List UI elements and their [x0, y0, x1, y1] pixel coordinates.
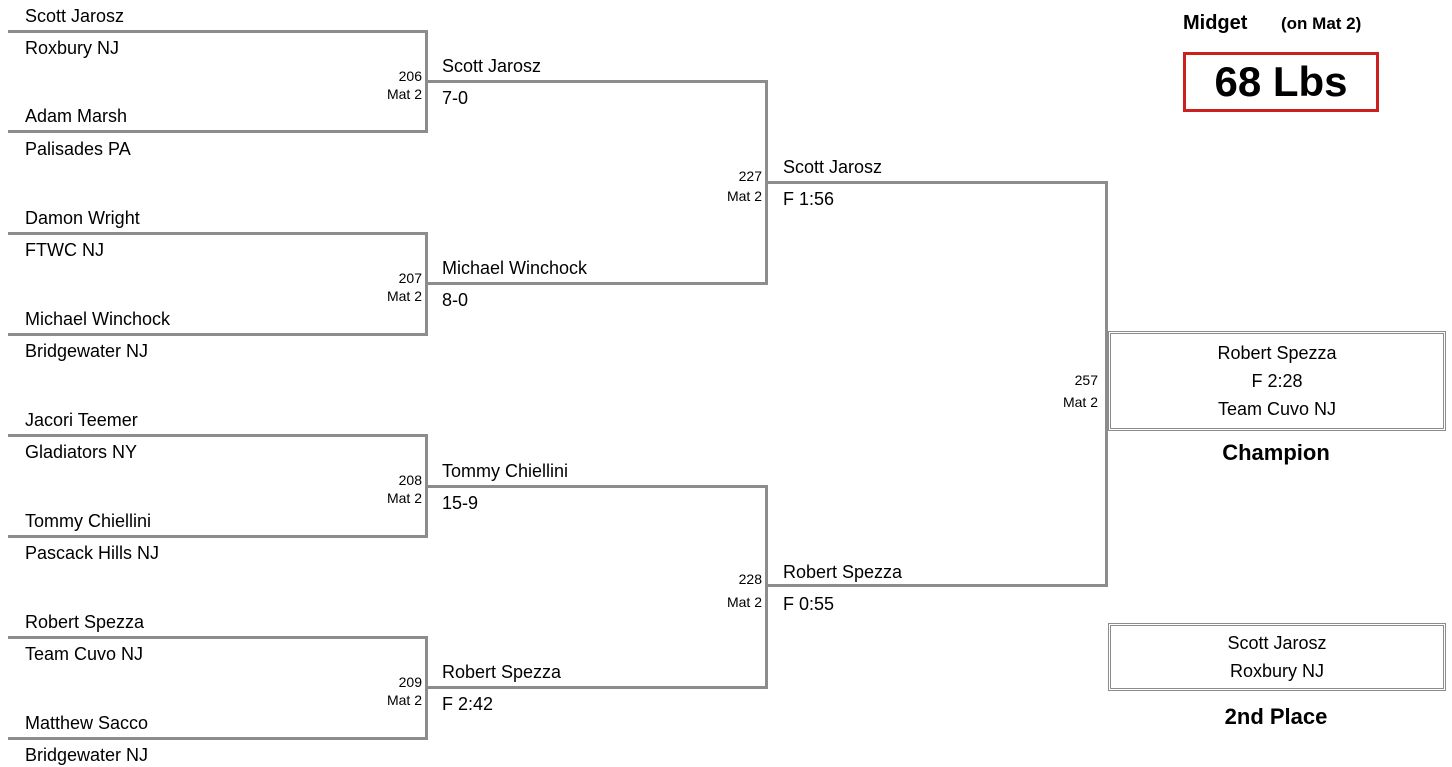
- mat-note: (on Mat 2): [1281, 14, 1362, 33]
- division-label: Midget: [1183, 12, 1248, 34]
- wrestler-name: Damon Wright: [25, 208, 140, 228]
- bout-number: 206: [398, 68, 422, 84]
- wrestler-name: Jacori Teemer: [25, 410, 138, 430]
- champion-name: Robert Spezza: [1217, 343, 1337, 363]
- bracket-line: [428, 282, 768, 285]
- bracket-line: [8, 130, 428, 133]
- bout-number: 257: [1074, 372, 1098, 388]
- mat-label: Mat 2: [1062, 394, 1098, 410]
- bout-number: 227: [738, 168, 762, 184]
- advancing-wrestler: Tommy Chiellini: [442, 461, 569, 481]
- mat-label: Mat 2: [726, 188, 762, 204]
- bracket-line: [768, 584, 1108, 587]
- second-place-team: Roxbury NJ: [1229, 661, 1325, 681]
- champion-team: Team Cuvo NJ: [1217, 399, 1337, 419]
- bracket-line: [765, 485, 768, 689]
- advancing-wrestler: Scott Jarosz: [783, 157, 883, 177]
- mat-label: Mat 2: [386, 692, 422, 708]
- bracket-line: [428, 80, 768, 83]
- wrestler-name: Tommy Chiellini: [25, 511, 152, 531]
- match-result: 8-0: [442, 290, 469, 310]
- wrestler-team: Gladiators NY: [25, 442, 138, 462]
- bracket-line: [8, 232, 428, 235]
- advancing-wrestler: Scott Jarosz: [442, 56, 542, 76]
- champion-box: [1108, 331, 1446, 431]
- advancing-wrestler: Michael Winchock: [442, 258, 588, 278]
- match-result: F 1:56: [783, 189, 835, 209]
- wrestler-name: Robert Spezza: [25, 612, 145, 632]
- wrestler-name: Matthew Sacco: [25, 713, 149, 733]
- bracket-line: [8, 636, 428, 639]
- second-place-box: [1108, 623, 1446, 691]
- match-result: 15-9: [442, 493, 479, 513]
- wrestler-name: Michael Winchock: [25, 309, 171, 329]
- second-place-name: Scott Jarosz: [1227, 633, 1327, 653]
- advancing-wrestler: Robert Spezza: [783, 562, 903, 582]
- match-result: 7-0: [442, 88, 469, 108]
- bracket-line: [8, 333, 428, 336]
- match-result: F 0:55: [783, 594, 835, 614]
- wrestler-team: Team Cuvo NJ: [25, 644, 144, 664]
- match-result: F 2:42: [442, 694, 494, 714]
- mat-label: Mat 2: [386, 86, 422, 102]
- bracket-line: [428, 686, 768, 689]
- bout-number: 207: [398, 270, 422, 286]
- champion-result: F 2:28: [1251, 371, 1303, 391]
- advancing-wrestler: Robert Spezza: [442, 662, 562, 682]
- wrestler-name: Scott Jarosz: [25, 6, 125, 26]
- wrestler-team: Roxbury NJ: [25, 38, 120, 58]
- bracket-line: [8, 30, 428, 33]
- mat-label: Mat 2: [386, 490, 422, 506]
- bout-number: 208: [398, 472, 422, 488]
- bracket-line: [8, 434, 428, 437]
- bout-number: 209: [398, 674, 422, 690]
- second-place-label: 2nd Place: [1224, 704, 1328, 729]
- wrestler-team: Palisades PA: [25, 139, 131, 159]
- wrestler-team: Bridgewater NJ: [25, 745, 149, 765]
- bracket-line: [8, 737, 428, 740]
- wrestler-team: FTWC NJ: [25, 240, 104, 260]
- weight-class: 68 Lbs: [1214, 58, 1348, 105]
- bout-number: 228: [738, 571, 762, 587]
- weight-class-box: [1183, 52, 1379, 112]
- mat-label: Mat 2: [726, 594, 762, 610]
- bracket-line: [768, 181, 1108, 184]
- champion-label: Champion: [1222, 440, 1330, 465]
- wrestler-team: Pascack Hills NJ: [25, 543, 160, 563]
- mat-label: Mat 2: [386, 288, 422, 304]
- wrestler-team: Bridgewater NJ: [25, 341, 149, 361]
- wrestler-name: Adam Marsh: [25, 106, 128, 126]
- bracket-line: [428, 485, 768, 488]
- bracket-line: [8, 535, 428, 538]
